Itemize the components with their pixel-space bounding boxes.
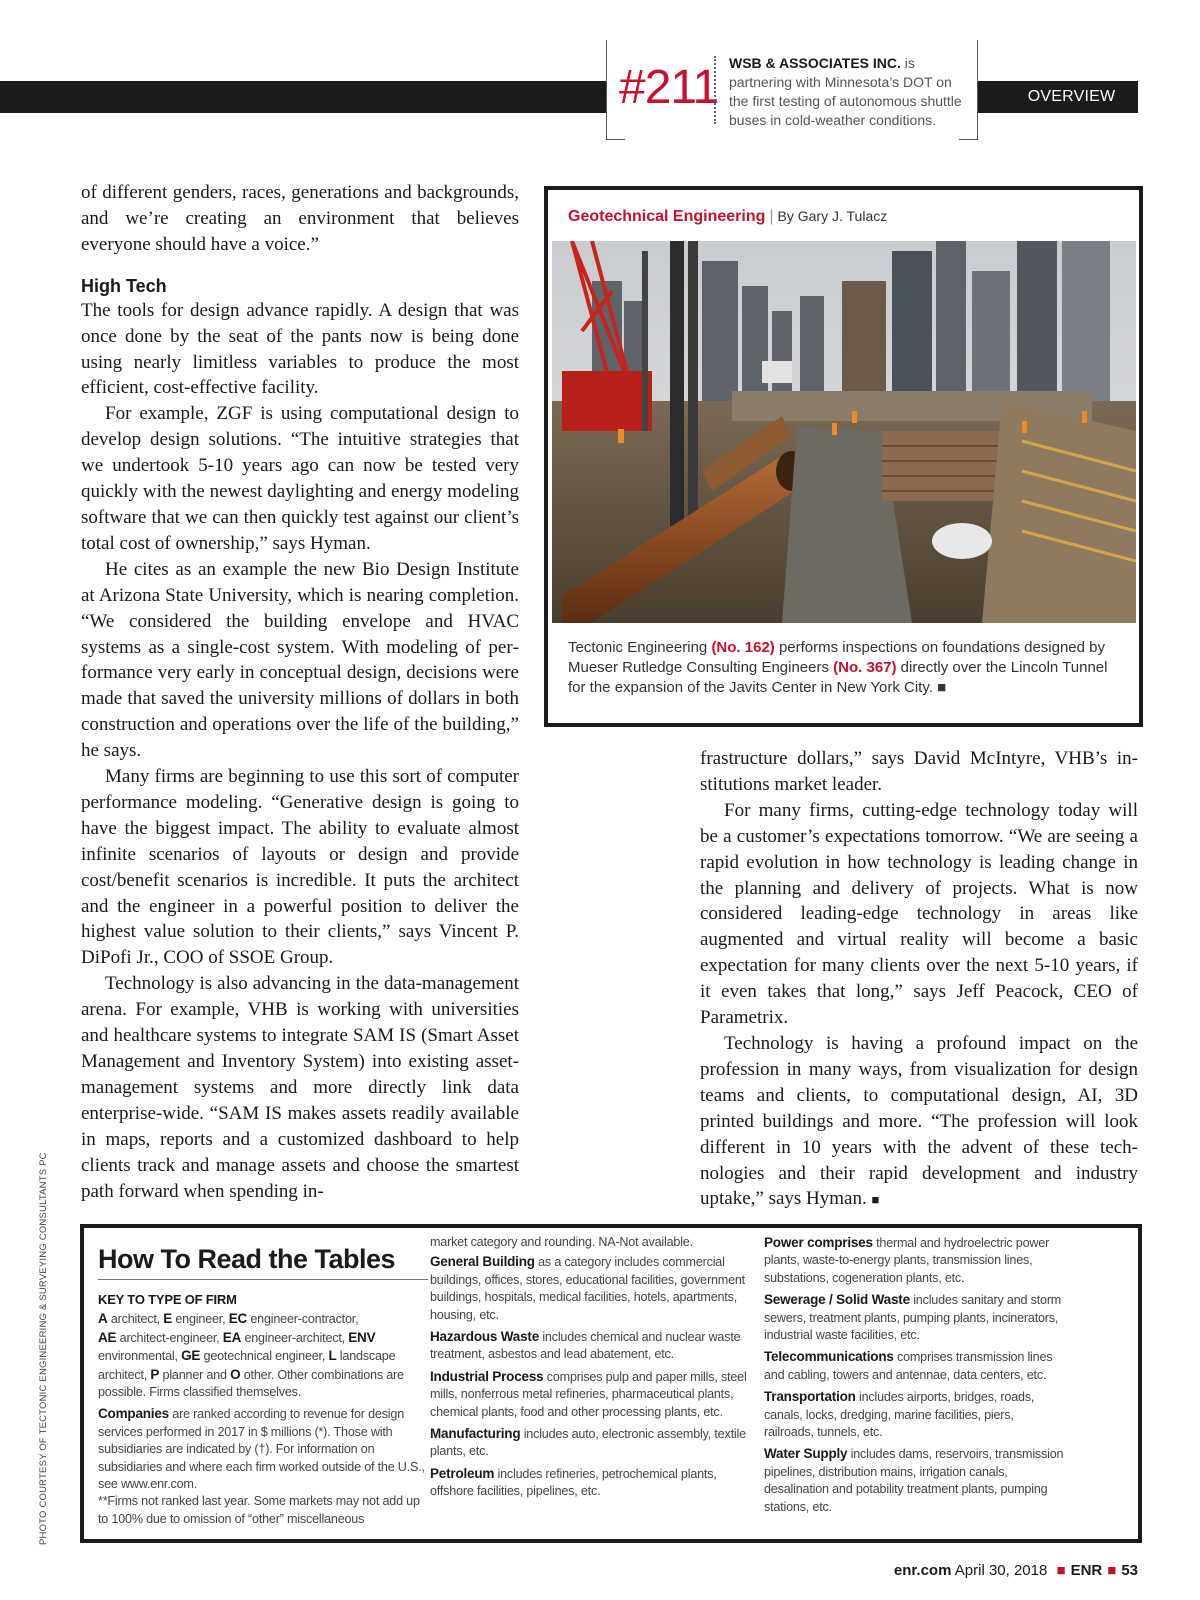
footer-separator: ■ — [1056, 1562, 1066, 1579]
key-code: O — [230, 1366, 241, 1382]
paragraph: He cites as an example the new Bio Design Institute at Arizona State University, which is nearing completion. “We considered the building envelope and HVAC systems as a single-cost system. With modeling of performance very early in conceptual design, decisions were made that saved the university millions of dollars in both construction and operations over the life of the building,” he says. — [81, 558, 519, 762]
article-column-2 — [700, 746, 1138, 1213]
photo-credit: PHOTO COURTESY OF TECTONIC ENGINEERING & SURVEYING CONSULTANTS PC — [38, 1152, 49, 1545]
key-code: E — [163, 1311, 173, 1327]
category-item — [764, 1348, 1066, 1384]
category-name: Manufacturing — [430, 1426, 521, 1442]
category-name: Power comprises — [764, 1235, 873, 1250]
paragraph-text: Technology is having a profound impact on the profession in many ways, from visualization for design teams and clients, to computational design, AI, 3D printed buildings and more. “The profession will look different in 10 years with the advent of these technologies and their rapid development and industry uptake,” says Hyman. — [700, 1032, 1138, 1210]
category-item — [430, 1425, 762, 1461]
paragraph — [700, 1031, 1138, 1213]
paragraph: The tools for design advance rapidly. A design that was once done by the seat of the pants now is being done using nearly limitless variables to produce the most efficient, cost-effective facility. — [81, 299, 519, 399]
section-label: OVERVIEW — [1027, 88, 1116, 105]
issue-date: April 30, 2018 — [954, 1562, 1048, 1579]
category-text: as a category includes commercial buildings, offices, stores, educational facilities, government buildings, hospitals, medical facilities, hotels, apartments, housing, etc. — [430, 1255, 745, 1322]
category-item — [764, 1291, 1066, 1344]
footnote-continued: market category and rounding. NA-Not available. — [430, 1235, 693, 1249]
how-to-column-2 — [430, 1234, 762, 1505]
site-url[interactable]: enr.com — [893, 1562, 952, 1579]
key-desc: other. Other combinations are possible. Firms classified themselves. — [98, 1367, 404, 1400]
photo-sidebar — [544, 186, 1143, 727]
key-code: EA — [222, 1329, 242, 1345]
category-item — [430, 1465, 762, 1501]
companies-heading: Companies — [98, 1406, 169, 1422]
construction-photo — [552, 241, 1136, 623]
rank-reference: (No. 162) — [711, 639, 775, 656]
page-footer — [894, 1562, 1138, 1579]
category-item — [430, 1253, 762, 1324]
category-text: includes auto, electronic assembly, textile plants, etc. — [430, 1427, 746, 1459]
key-desc: engineer-architect, — [241, 1330, 349, 1345]
rank-reference: (No. 367) — [833, 659, 897, 676]
footnote: **Firms not ranked last year. Some markets may not add up to 100% due to omission of “other” miscellaneous — [98, 1494, 420, 1526]
key-code: P — [150, 1366, 160, 1382]
footer-separator: ■ — [1107, 1562, 1117, 1579]
caption-text: directly over the Lincoln Tunnel for the expansion of the Javits Center in New York City. — [568, 659, 1108, 696]
photo-header — [568, 208, 887, 226]
how-to-column-3 — [764, 1234, 1066, 1520]
paragraph: Many firms are beginning to use this sort of computer performance modeling. “Generative design is going to have the biggest impact. The ability to evaluate almost infinite scenarios of layouts or design and provide cost/benefit scenarios is incredible. It puts the architect and the engineer in a powerful position to deliver the highest value solution to their clients,” says Vincent P. DiPofi Jr., COO of SSOE Group. — [81, 766, 519, 969]
paragraph: Technology is also advancing in the data-management arena. For example, VHB is working with universities and healthcare systems to integrate SAM IS (Smart Asset Management and Inventory System) into existing asset-management systems and more directly link data enterprise-wide. “SAM IS makes assets readily available in maps, reports and a customized dashboard to help clients track and manage assets and choose the smartest path forward when spending in- — [81, 973, 519, 1202]
caption-text: Tectonic Engineering — [568, 639, 712, 656]
category-name: Petroleum — [430, 1465, 495, 1481]
rank-callout — [606, 40, 978, 140]
key-desc: planner and — [159, 1367, 231, 1382]
category-name: Telecommunications — [764, 1349, 894, 1365]
rank-text: is partnering with Minnesota’s DOT on the first testing of autonomous shuttle buses in cold-weather conditions. — [729, 55, 962, 128]
section-heading: High Tech — [81, 275, 167, 296]
key-code: A — [98, 1311, 108, 1327]
category-name: Water Supply — [764, 1446, 848, 1462]
byline: By Gary J. Tulacz — [777, 208, 888, 224]
key-desc: environmental, — [98, 1349, 182, 1364]
paragraph: of different genders, races, generations and backgrounds, and we’re creating an environment that believes everyone should have a voice.” — [81, 182, 519, 255]
rank-number: #211 — [619, 61, 719, 114]
category-name: Industrial Process — [430, 1368, 544, 1384]
dotted-divider — [714, 56, 716, 124]
category-text: comprises pulp and paper mills, steel mills, nonferrous metal refineries, pharmaceutical plants, chemical plants, food and other processing plants, etc. — [430, 1369, 747, 1419]
category-item — [430, 1368, 762, 1421]
kicker-separator: | — [769, 208, 774, 225]
paragraph: For many firms, cutting-edge technology today will be a customer’s expectations tomorrow. “We are seeing a rapid evolution in how technology is leading change in the planning and delivery of projects. What is now considered leading-edge technology in areas like augmented and virtual reality will become a basic expectation for many clients over the next 5-10 years, if it even takes that long,” says Jeff Peacock, CEO of Parametrix. — [700, 799, 1138, 1029]
firm-type-key — [98, 1310, 428, 1401]
rank-firm: WSB & ASSOCIATES INC. — [729, 55, 901, 71]
key-desc: architect, — [107, 1312, 164, 1327]
category-text: includes dams, reservoirs, transmission pipelines, distribution mains, irrigation canals, desalination and potability treatment plants, pumping stations, etc. — [764, 1447, 1064, 1514]
category-text: includes refineries, petrochemical plants, offshore facilities, pipelines, etc. — [430, 1466, 717, 1499]
category-item — [764, 1388, 1066, 1441]
key-desc: landscape architect, — [98, 1349, 396, 1382]
key-code: ENV — [348, 1329, 376, 1345]
end-mark: ■ — [937, 679, 947, 696]
companies-text: are ranked according to revenue for design services performed in 2017 in $ millions (*). Those with subsidiaries are indicated by (†). For information on subsidiaries and where each firm worked outside of the U.S., see www.enr.com. — [98, 1407, 425, 1492]
caption-text: performs inspections on foundations designed by Mueser Rutledge Consulting Engineers — [568, 639, 1106, 676]
key-desc: architect-engineer, — [116, 1330, 223, 1345]
key-desc: geotechnical engineer, — [200, 1349, 329, 1364]
end-mark: ■ — [871, 1192, 880, 1208]
companies-note — [98, 1405, 428, 1493]
category-text: includes airports, bridges, roads, canals, locks, dredging, marine facilities, piers, railroads, tunnels, etc. — [764, 1390, 1035, 1440]
how-to-column-1 — [98, 1291, 428, 1532]
category-name: General Building — [430, 1254, 535, 1270]
category-item — [764, 1234, 1066, 1287]
page-number: 53 — [1121, 1562, 1138, 1579]
category-text: comprises transmission lines and cabling, towers and antennae, data centers, etc. — [764, 1350, 1053, 1382]
category-name: Transportation — [764, 1389, 856, 1405]
category-name: Hazardous Waste — [430, 1329, 540, 1345]
category-text: includes chemical and nuclear waste treatment, asbestos and lead abatement, etc. — [430, 1330, 741, 1362]
paragraph: For example, ZGF is using computational design to develop design solutions. “The intuitive strategies that we undertook 5-10 years ago can now be tested very quickly with the newest daylighting and energy modeling software that we can then quickly test against our client’s total cost of ownership,” says Hyman. — [81, 403, 519, 554]
article-column-1 — [81, 180, 519, 1204]
key-code: EC — [228, 1311, 248, 1327]
rank-description — [729, 54, 969, 130]
category-text: includes sanitary and storm sewers, treatment plants, pumping plants, incinerators, industrial waste facilities, etc. — [764, 1293, 1062, 1343]
key-heading: KEY TO TYPE OF FIRM — [98, 1292, 237, 1307]
magazine-name: ENR — [1070, 1562, 1103, 1579]
key-code: GE — [181, 1348, 201, 1364]
category-item — [764, 1445, 1066, 1516]
category-name: Sewerage / Solid Waste — [764, 1292, 910, 1308]
category-item — [430, 1328, 762, 1364]
category-text: thermal and hydroelectric power plants, waste-to-energy plants, transmission lines, substations, cogeneration plants, etc. — [764, 1236, 1050, 1285]
paragraph: frastructure dollars,” says David McIntyre, VHB’s institutions market leader. — [700, 748, 1138, 795]
key-desc: engineer-contractor, — [247, 1312, 359, 1327]
photo-kicker: Geotechnical Engineering — [568, 208, 766, 225]
how-to-read-box — [80, 1224, 1142, 1543]
photo-caption — [568, 638, 1108, 698]
key-desc: engineer, — [172, 1312, 229, 1327]
key-code: L — [328, 1348, 337, 1364]
key-code: AE — [98, 1329, 117, 1345]
box-title: How To Read the Tables — [98, 1244, 428, 1280]
